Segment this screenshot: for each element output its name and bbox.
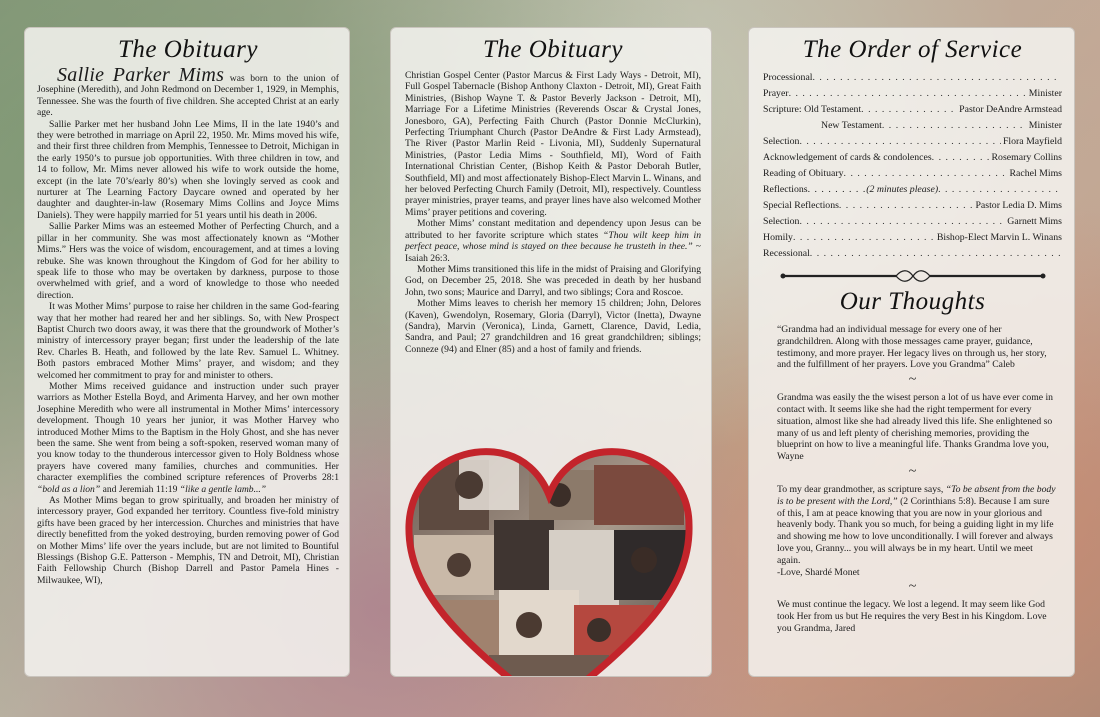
service-item-label: Acknowledgement of cards & condolences: [763, 152, 932, 163]
service-item-value: Pastor DeAndre Armstead: [959, 104, 1062, 115]
tribute-wayne: Grandma was easily the the wisest person a lot of us have ever come in contact with. It seems like she had the right temperment for every situation, almost like she had already lived this life. She enlightened so many of us and left plenty of cherishing memories, providing the blueprint on how to live a meaningful life. Thanks Grandma love you, Wayne: [777, 392, 1054, 463]
service-item: [763, 118, 1062, 134]
service-item-label: Reflections: [763, 184, 808, 195]
service-item-note: (2 minutes please): [866, 184, 939, 195]
service-item-label: Selection: [763, 136, 800, 147]
ornamental-divider: [763, 268, 1062, 284]
service-item-value: Flora Mayfield: [1002, 136, 1062, 147]
obituary-paragraph: Sallie Parker Mims was an esteemed Mother of Perfecting Church, and a pillar in her community. She was most affectionately known as “Mother Mims.” Hers was the voice of wisdom, encouragement, and at times a loving rebuke. She was known throughout the Kingdom of God for her ability to speak life to those who may be overtaken by darkness, purpose to those overwhelmed with grief, and a word of knowledge to those who needed direction.: [37, 221, 339, 301]
service-item-label: Special Reflections: [763, 200, 839, 211]
service-item-value: [1060, 246, 1062, 262]
service-item-value: [1060, 182, 1062, 198]
service-item-value: [1060, 70, 1062, 86]
service-item: [763, 150, 1062, 166]
photo-collage-heart: [399, 440, 699, 677]
service-item: [763, 214, 1062, 230]
obituary-paragraph: As Mother Mims began to grow spiritually, and broaden her ministry of intercessory prayer, God expanded her territory. Countless five-fold ministry gifts have been graced by her intercession. Churches and ministries that have directly benefitted from the yoked destroying, burden removing power of God on Mother Mims’ life over the years include, but are not limited to Bountiful Blessings (Bishop G.E. Patterson - Memphis, TN and Detroit, MI), Christian Faith Fellowship Church (Bishop Darrell and Pastor Pamela Hines - Milwaukee, WI),: [37, 495, 339, 586]
obituary-paragraph: [37, 381, 339, 495]
tribute-jared: We must continue the legacy. We lost a legend. It may seem like God took Her from us but He requires the very Best in his Kingdom. Love you Grandma, Jared: [777, 599, 1047, 634]
collage-photos: [399, 440, 699, 677]
tribute-sharde: [777, 484, 1056, 578]
service-item-label: New Testament: [821, 120, 882, 131]
service-item: [763, 102, 1062, 118]
obituary-paragraph: Christian Gospel Center (Pastor Marcus & First Lady Ways - Detroit, MI), Full Gospel Tabernacle (Bishop Anthony Claxton - Detroit, MI), Great Faith Ministries, (Bishop Wayne T. & Pastor Beverly Jackson - Detroit, MI), Marriage For a Lifetime Ministries (Reverends Oscar & Crystal Jones, Jonesboro, GA), Perfecting Faith Church (Pastor Donnie McClurkin), Perfecting Triumphant Church (Pastor DeAndre & First Lady Armstead), The River (Pastor Marlin Reid - Livonia, MI), Suddenly Supernatural Ministries, (Pastor Ledia Mims - Southfield, MI), Word of Faith International Christian Center, (Bishop Keith & Pastor Deborah Butler, Southfield, MI) and most affectionately Bishop-Elect Marvin L. Winans, and her beloved Perfecting Church Family (Detroit, MI), respectively. Countless prayer ministries, prayer teams, and prayer lines have also welcomed Mother Mims’ prayer petitions and covering.: [405, 70, 701, 218]
scripture-quote: “To be absent from the body is to be present with the Lord,”: [777, 483, 1056, 507]
service-item: [763, 198, 1062, 214]
order-of-service-panel: [748, 27, 1075, 677]
obituary-paragraph: [405, 218, 701, 264]
obituary-paragraph: Mother Mims transitioned this life in the midst of Praising and Glorifying God, on December 25, 2018. She was preceded in death by her husband John, two sons; Maurice and Darryl, and two siblings; Cora and Roscoe.: [405, 263, 701, 298]
tilde-separator: ~: [908, 372, 917, 388]
obituary-paragraph: Sallie Parker met her husband John Lee Mims, II in the late 1940’s and they were betrothed in marriage on April 22, 1950. Mr. Mims moved his wife, and their first three children from Memphis, Tennessee to Detroit, Michigan in the early 1950’s to pursue job opportunities. With three children in tow, and 14 to follow, Mr. Mims never allowed his wife to work outside the home, except (in the late 70’s/early 80’s) when she lovingly served as cook and nurturer at The Learning Factory Daycare owned and operated by her daughter and daughter-in-law (Rosemary Mims Collins and Joyce Mims Daniels). They were happily married for 51 years until his death in 2006.: [37, 118, 339, 221]
obituary-panel-left: [24, 27, 350, 677]
tribute-signature: -Love, Shardé Monet: [777, 566, 860, 578]
tilde-separator: ~: [908, 579, 917, 595]
deceased-name: Sallie Parker Mims: [57, 64, 225, 86]
service-item-label: Homily: [763, 232, 793, 243]
service-item-value: Rachel Mims: [1009, 168, 1062, 179]
service-item-value: Bishop-Elect Marvin L. Winans: [936, 232, 1062, 243]
scripture-quote: “bold as a lion”: [37, 483, 101, 495]
tilde-separator: ~: [908, 463, 917, 479]
service-item-label: Selection: [763, 216, 800, 227]
paragraph-text: Mother Mims’ constant meditation and dependency upon Jesus can be attributed to her favorite scripture which states: [405, 218, 701, 241]
scripture-reference: ~ Isaiah 26:3.: [405, 241, 701, 264]
service-item: [763, 86, 1062, 102]
order-of-service-list: [763, 70, 1062, 262]
service-item-label: Reading of Obituary: [763, 168, 844, 179]
panel-heading: The Obituary: [117, 36, 259, 63]
tribute-caleb: “Grandma had an individual message for every one of her grandchildren. Along with those messages came prayer, guidance, testimony, and more prayer. Her legacy lives on through us, her story, and the fulfillment of her prayers. Love you Grandma” Caleb: [777, 324, 1047, 371]
service-item: Reflections . . . . . . . . . (2 minutes please) . . .: [763, 182, 1062, 198]
service-item: [763, 246, 1062, 262]
paragraph-text: and Jeremiah 11:19: [102, 483, 178, 495]
service-item-label: Scripture: Old Testament: [763, 104, 862, 115]
tribute-text: To my dear grandmother, as scripture says,: [777, 483, 944, 495]
service-item: [763, 230, 1062, 246]
flourish-icon: [778, 269, 1048, 283]
service-item-value: Pastor Ledia D. Mims: [975, 200, 1062, 211]
service-item-label: Processional: [763, 72, 813, 83]
scripture-quote: “Thou wilt keep him in perfect peace, whose mind is stayed on thee because he trusteth in thee.”: [405, 229, 701, 253]
service-item-value: Minister: [1028, 120, 1062, 131]
service-item: [763, 70, 1062, 86]
obituary-panel-middle: [390, 27, 712, 677]
heart-collage-graphic: [399, 440, 699, 677]
service-item-label: Prayer: [763, 88, 789, 99]
obituary-paragraph: Mother Mims leaves to cherish her memory 15 children; John, Delores (Kaven), Gwendolyn, Rosemary, Gloria (Darryl), Victor (Inetta), Dwayne (Sandra), Marvin (Veronica), Linda, Garnett, Clarence, David, Ledia, Sandra, and Paul; 27 grandchildren and 16 great grandchildren; siblings; Conneze (94) and Elner (85) and a host of family and friends.: [405, 298, 701, 355]
service-item-value: Rosemary Collins: [991, 152, 1062, 163]
service-item: [763, 166, 1062, 182]
paragraph-text: Mother Mims received guidance and instruction under such prayer warriors as Mother Estella Boyd, and Arimenta Harvey, and her own mother Josephine Meredith who were all instrumental in Mother Mims’ intercessory development. Though 10 years her junior, it was Mother Harvey who introduced Mother Mims to the Baptism in the Holy Ghost, and she has never been the same. She went from being a soft-spoken, reserved woman many of you know today to the thunderous intercessor given to Holy Boldness whose prayers have covered many families, churches and communities. Her character exemplifies the combined scripture references of Proverbs 28:1: [37, 380, 339, 484]
scripture-quote: “like a gentle lamb...”: [179, 483, 267, 495]
thoughts-heading: Our Thoughts: [839, 288, 986, 315]
obituary-paragraph: It was Mother Mims’ purpose to raise her children in the same God-fearing way that her mother had reared her and her siblings. So, with New Prospect Baptist Church two doors away, it was there that the groundwork of Mother’s ministry of intercessory prayer began; first under the leadership of the late Rev. Charles B. Heath, and followed by the late Rev. Samuel L. Whitney. Both pastors embraced Mother Mims’ prayer, and wisdom; and they welcomed her commitment to pray for and minister to others.: [37, 301, 339, 381]
service-item: [763, 134, 1062, 150]
intro-text: was born to the union of Josephine (Meredith), and John Redmond on December 1, 1929, in Memphis, Tennessee. She was the fourth of five children. She accepted Christ at an early age.: [37, 73, 339, 119]
intro-paragraph: [37, 64, 339, 119]
tribute-text: (2 Corinthians 5:8). Because I am sure of this, I am at peace knowing that you are now in your glorious and heavenly body. Thank you so much, for being a guiding light in my life and showing me how to love unconditionally. I will forever and always love you, Granny... you will always be in my heart. Until we meet again.: [777, 495, 1054, 566]
service-item-label: Recessional: [763, 248, 810, 259]
panel-heading: The Order of Service: [802, 36, 1023, 63]
service-item-value: Garnett Mims: [1007, 216, 1062, 227]
service-item-value: Minister: [1028, 88, 1062, 99]
panel-heading: The Obituary: [482, 36, 624, 63]
